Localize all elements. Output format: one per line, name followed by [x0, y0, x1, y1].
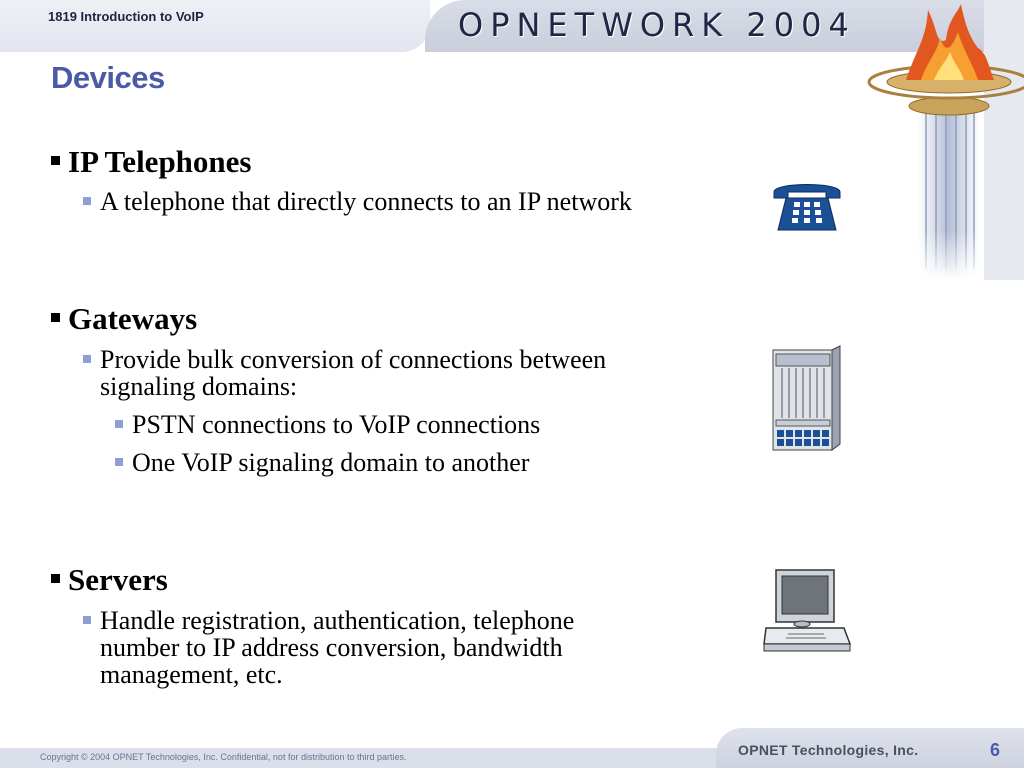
sub-bullet-square [115, 420, 123, 428]
gateway-icon [770, 344, 844, 452]
bullet-square [51, 313, 60, 322]
sub-bullet-square [115, 458, 123, 466]
sub-bullet-gateway: Provide bulk conversion of connections between signaling domains: [81, 346, 680, 400]
bullet-servers [51, 563, 168, 597]
course-tab [0, 0, 430, 52]
bullet-square [51, 156, 60, 165]
sub-sub-bullet-voip-domain: One VoIP signaling domain to another [113, 449, 672, 476]
banner-title: OPNETWORK 2004 [458, 6, 856, 44]
bullet-gateways [51, 302, 197, 336]
ip-telephone-icon [772, 178, 842, 232]
course-label: 1819 Introduction to VoIP [48, 9, 204, 24]
bullet-ip-telephones [51, 145, 252, 179]
torch-logo-icon [866, 0, 1024, 280]
sub-bullet-server: Handle registration, authentication, telephone number to IP address conversion, bandwidth management, etc. [81, 607, 645, 688]
heading-ip-telephones: IP Telephones [68, 144, 252, 179]
copyright-notice: Copyright © 2004 OPNET Technologies, Inc. Confidential, not for distribution to third parties. [40, 752, 407, 762]
sub-bullet-square [83, 197, 91, 205]
bullet-square [51, 574, 60, 583]
sub-sub-bullet-pstn: PSTN connections to VoIP connections [113, 411, 672, 438]
heading-servers: Servers [68, 562, 168, 597]
page-number: 6 [990, 740, 1001, 760]
sub-bullet-square [83, 355, 91, 363]
sub-bullet-ip-telephone: A telephone that directly connects to an IP network [81, 188, 700, 215]
heading-gateways: Gateways [68, 301, 198, 336]
sub-bullet-square [83, 616, 91, 624]
server-icon [762, 568, 852, 654]
page-title: Devices [51, 60, 165, 95]
company-name: OPNET Technologies, Inc. [738, 742, 919, 758]
